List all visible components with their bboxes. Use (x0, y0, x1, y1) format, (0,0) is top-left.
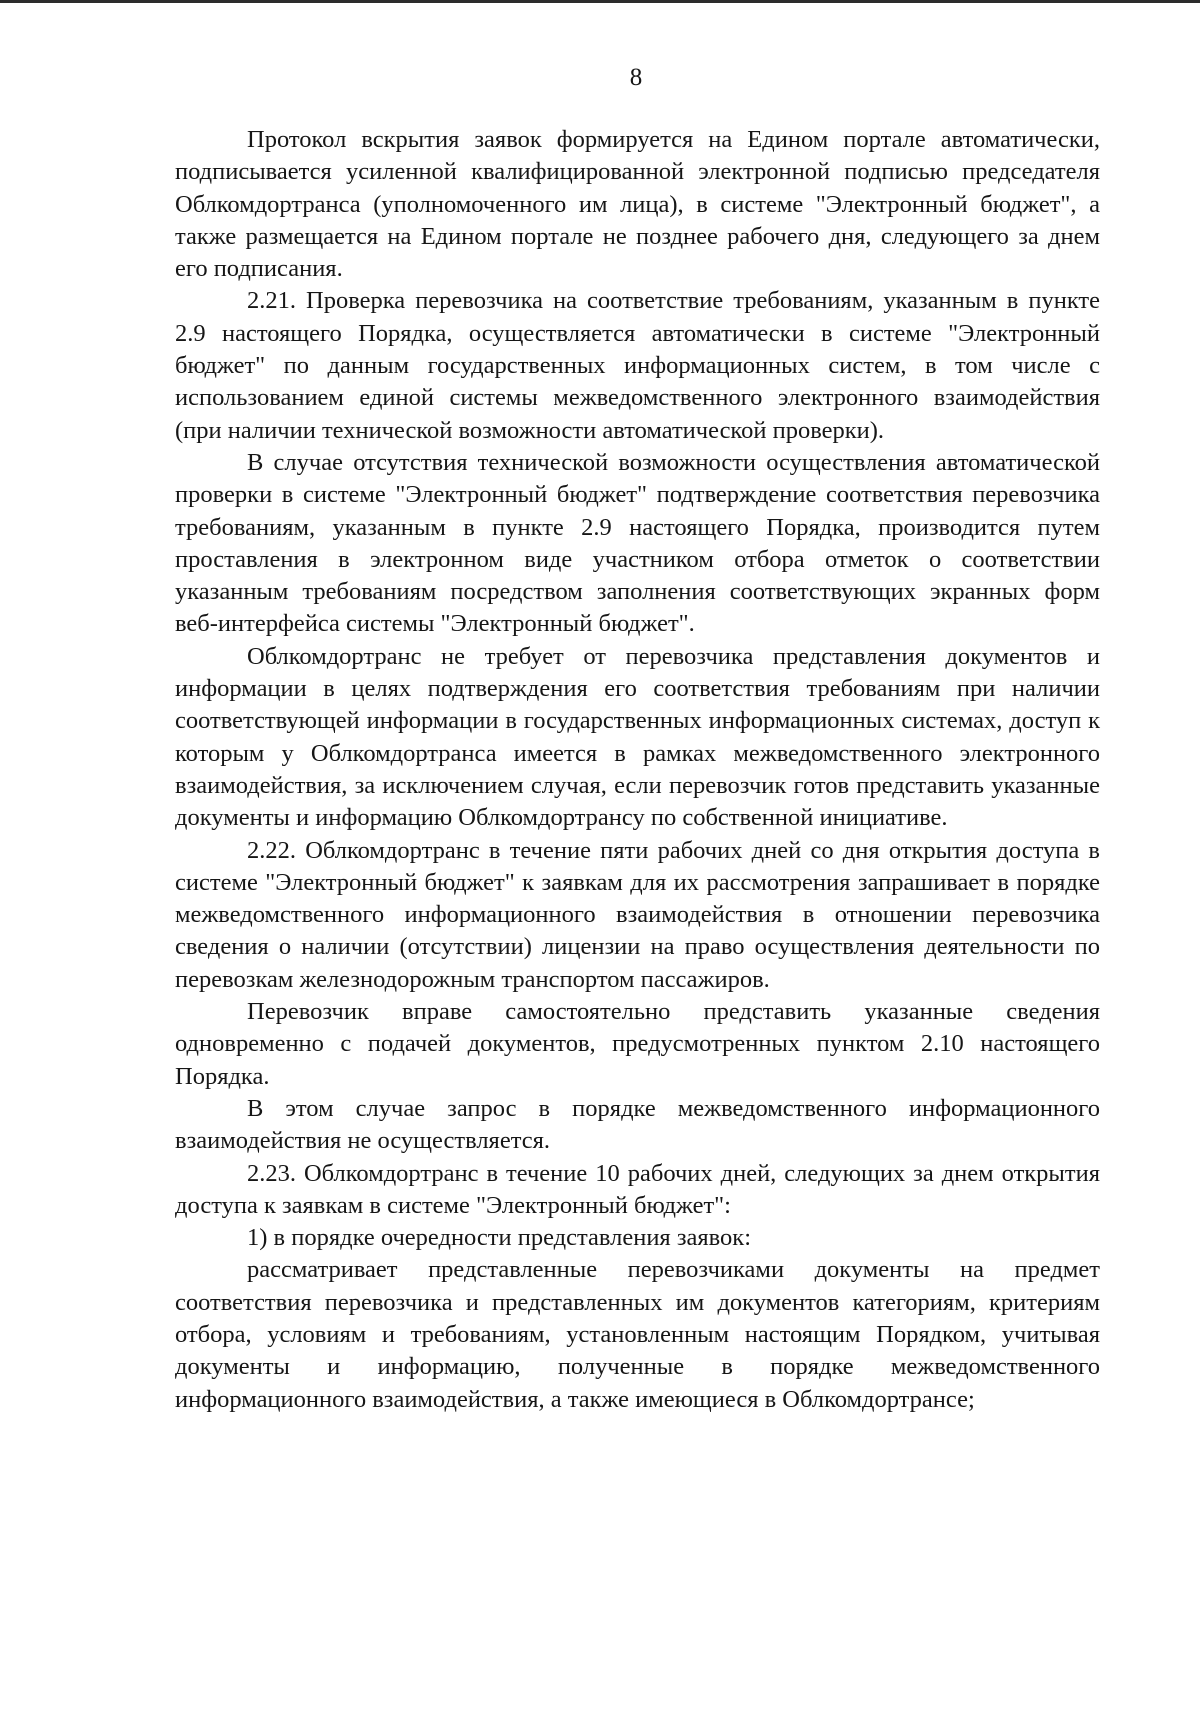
paragraph-no-documents-required: Облкомдортранс не требует от перевозчика представления документов и информации в целях подтверждения его соответствия требованиям при наличии соответствующей информации в государственных информационных системах, доступ к которым у Облкомдортранса имеется в рамках межведомственного электронного взаимодействия, за исключением случая, если перевозчик готов представить указанные документы и информацию Облкомдортрансу по собственной инициативе. (175, 642, 1100, 832)
paragraph-protocol: Протокол вскрытия заявок формируется на Едином портале автоматически, подписывается усиленной квалифицированной электронной подписью председателя Облкомдортранса (уполномоченного им лица), в системе "Электронный бюджет", а также размещается на Едином портале не позднее рабочего дня, следующего за днем его подписания. (175, 126, 1100, 283)
paragraph-carrier-may-submit: Перевозчик вправе самостоятельно представить указанные сведения одновременно с подачей документов, предусмотренных пунктом 2.10 настоящего Порядка. (175, 998, 1100, 1090)
paragraph-2-23: 2.23. Облкомдортранс в течение 10 рабочих дней, следующих за днем открытия доступа к заявкам в системе "Электронный бюджет": (175, 1159, 1100, 1219)
paragraph-review: рассматривает представленные перевозчиками документы на предмет соответствия перевозчика и представленных им документов категориям, критериям отбора, условиям и требованиям, установленным настоящим Порядком, учитывая документы и информацию, полученные в порядке межведомственного информационного взаимодействия, а также имеющиеся в Облкомдортрансе; (175, 1256, 1100, 1413)
top-edge-line (0, 0, 1200, 3)
paragraph-item-1: 1) в порядке очередности представления заявок: (247, 1224, 752, 1252)
document-body (175, 124, 1100, 1416)
paragraph-2-21: 2.21. Проверка перевозчика на соответствие требованиям, указанным в пункте 2.9 настоящего Порядка, осуществляется автоматически в системе "Электронный бюджет" по данным государственных информационных систем, в том числе с использованием единой системы межведомственного электронного взаимодействия (при наличии технической возможности автоматической проверки). (175, 287, 1100, 444)
paragraph-no-technical-possibility: В случае отсутствия технической возможности осуществления автоматической проверки в системе "Электронный бюджет" подтверждение соответствия перевозчика требованиям, указанным в пункте 2.9 настоящего Порядка, производится путем проставления в электронном виде участником отбора отметок о соответствии указанным требованиям посредством заполнения соответствующих экранных форм веб-интерфейса системы "Электронный бюджет". (175, 448, 1100, 638)
page-number: 8 (629, 64, 643, 91)
paragraph-2-22: 2.22. Облкомдортранс в течение пяти рабочих дней со дня открытия доступа в системе "Электронный бюджет" к заявкам для их рассмотрения запрашивает в порядке межведомственного информационного взаимодействия в отношении перевозчика сведения о наличии (отсутствии) лицензии на право осуществления деятельности по перевозкам железнодорожным транспортом пассажиров. (175, 836, 1100, 993)
paragraph-no-request: В этом случае запрос в порядке межведомственного информационного взаимодействия не осуществляется. (175, 1094, 1100, 1155)
